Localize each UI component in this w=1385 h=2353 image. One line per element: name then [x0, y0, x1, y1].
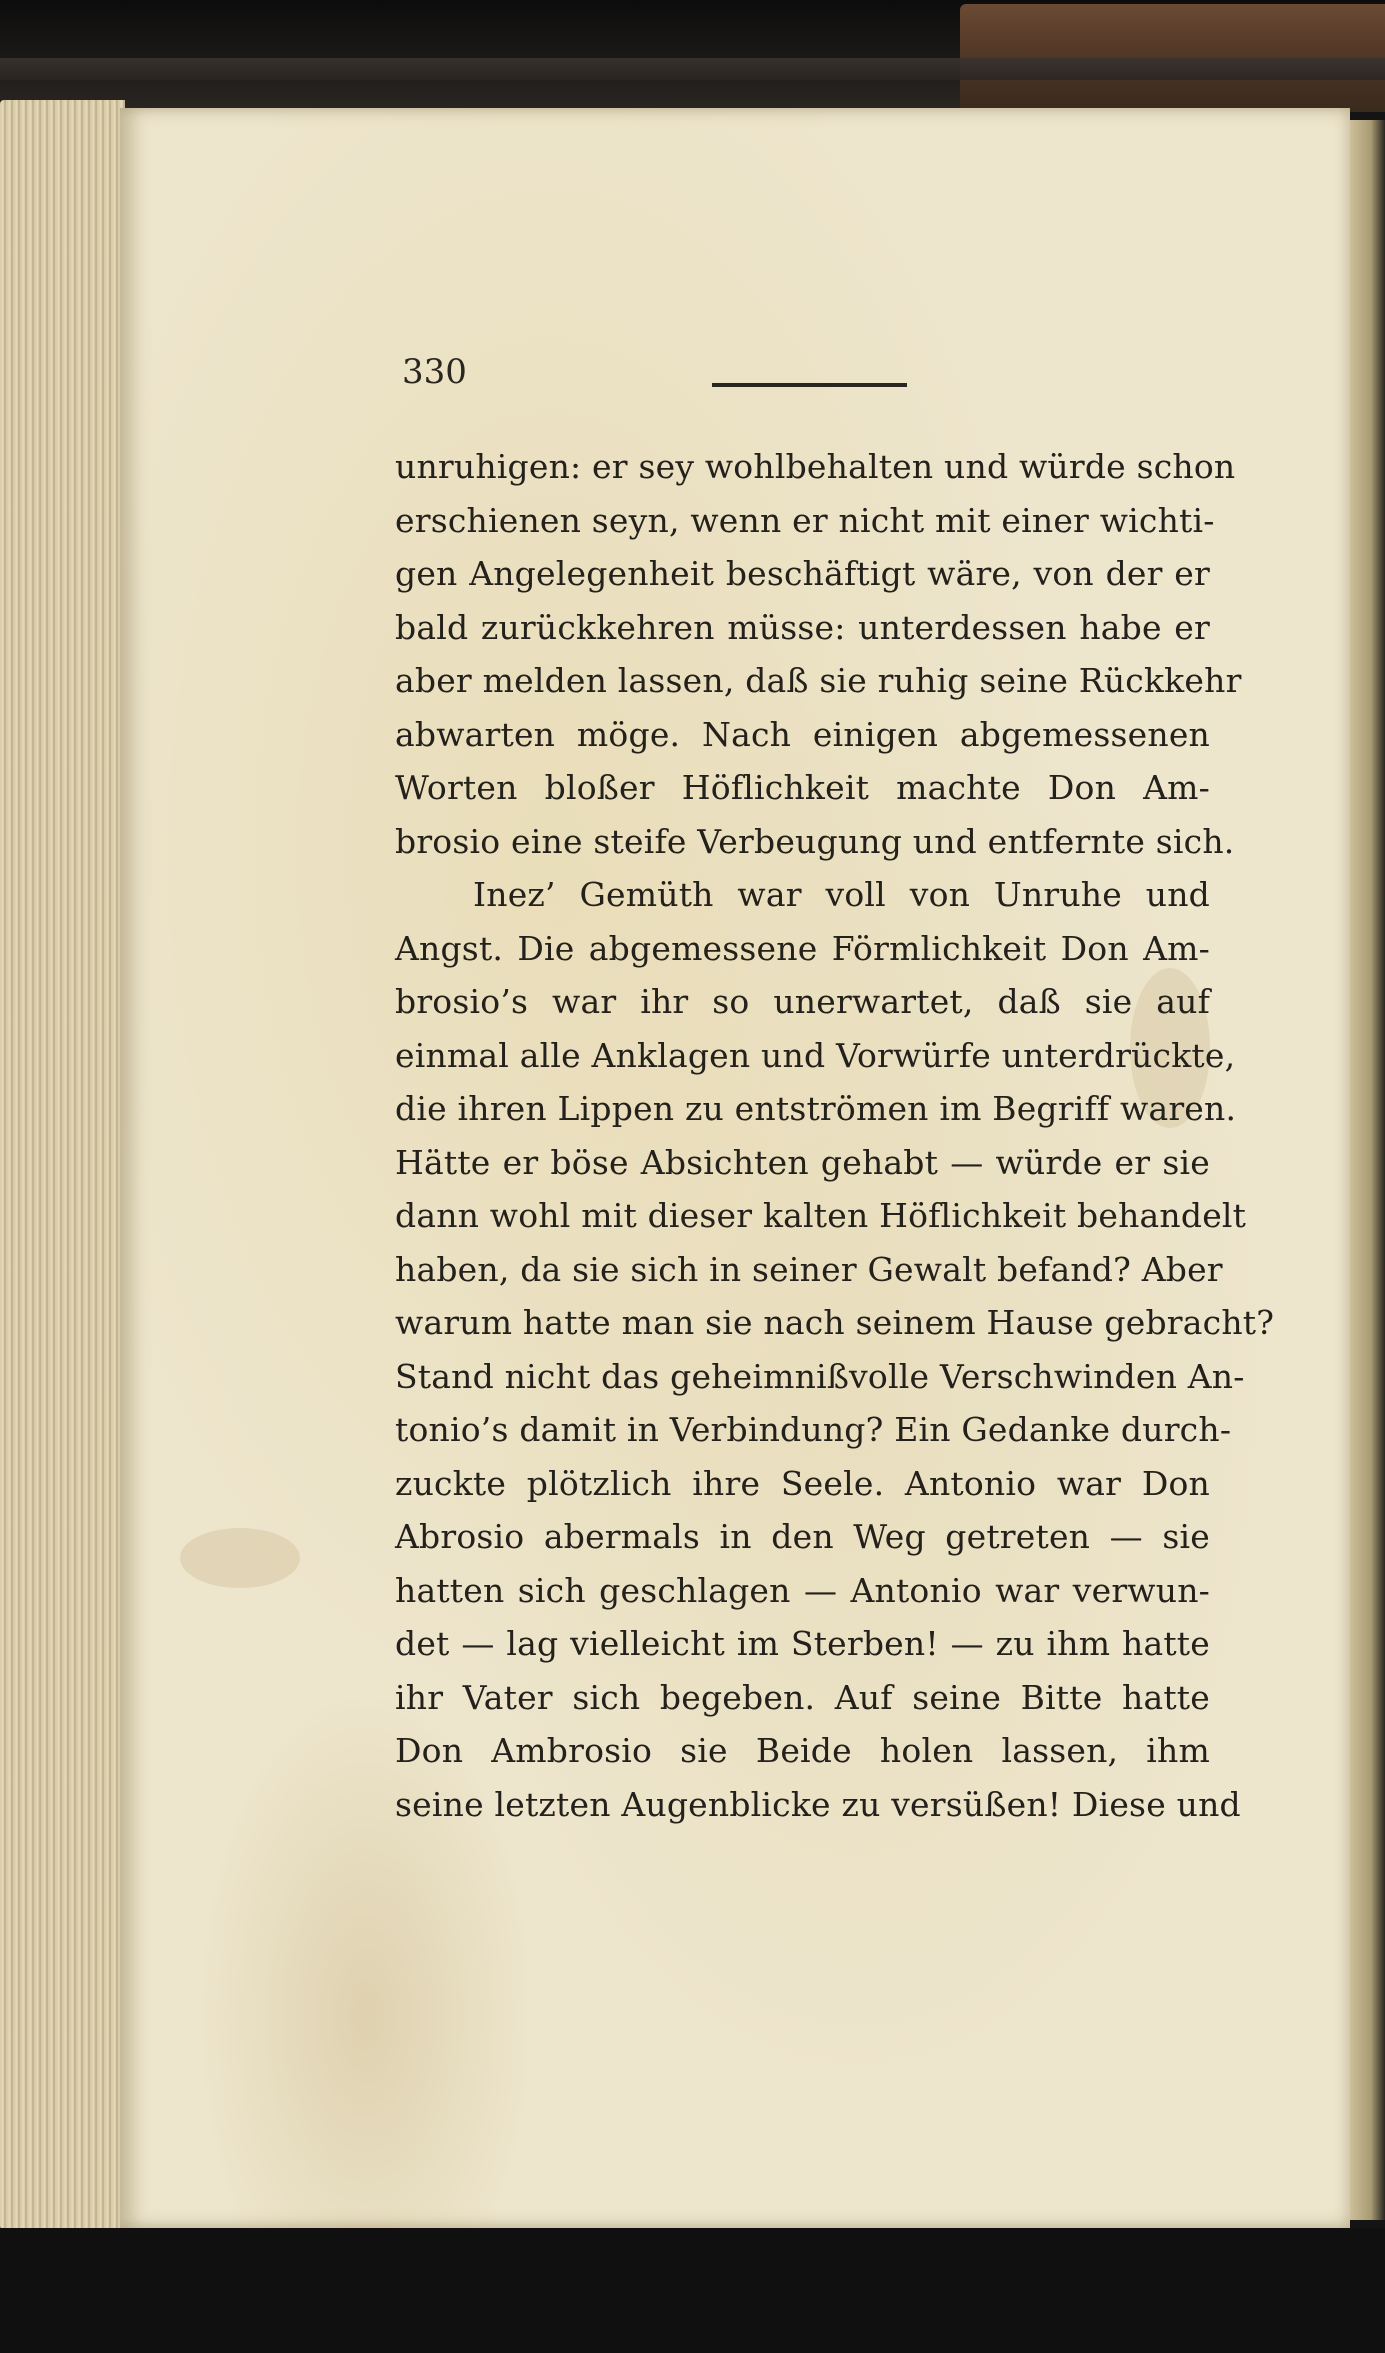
text-line: Hätte er böse Absichten gehabt — würde er sie [395, 1142, 1210, 1182]
text-line: aber melden lassen, daß sie ruhig seine Rückkehr [395, 661, 1242, 700]
text-line: tonio’s damit in Verbindung? Ein Gedanke durch- [395, 1410, 1232, 1449]
text-line: einmal alle Anklagen und Vorwürfe unterdrückte, [395, 1035, 1236, 1075]
binding-strap [0, 58, 1385, 80]
text-line: Angst. Die abgemessene Förmlichkeit Don Am- [395, 928, 1210, 968]
text-line: Inez’ Gemüth war voll von Unruhe und [473, 875, 1210, 914]
text-line: brosio’s war ihr so unerwartet, daß sie auf [395, 982, 1210, 1021]
text-line: erschienen seyn, wenn er nicht mit einer wichti- [395, 500, 1215, 540]
page-edges [0, 100, 125, 2230]
text-line: Abrosio abermals in den Weg getreten — sie [395, 1517, 1210, 1556]
text-line: det — lag vielleicht im Sterben! — zu ihm hatte [395, 1624, 1210, 1663]
text-line: brosio eine steife Verbeugung und entfernte sich. [395, 821, 1235, 861]
page-number: 330 [402, 352, 467, 392]
text-line: warum hatte man sie nach seinem Hause gebracht? [395, 1303, 1275, 1342]
page-stain [180, 1528, 300, 1588]
header-rule [712, 383, 907, 387]
text-line: gen Angelegenheit beschäftigt wäre, von der er [395, 554, 1210, 593]
text-line: Stand nicht das geheimnißvolle Verschwinden An- [395, 1356, 1245, 1396]
text-line: bald zurückkehren müsse: unterdessen habe er [395, 607, 1210, 647]
text-line: Worten bloßer Höflichkeit machte Don Am- [395, 768, 1210, 807]
text-line: haben, da sie sich in seiner Gewalt befand? Aber [395, 1249, 1223, 1289]
background-bottom [0, 2228, 1385, 2353]
text-line: unruhigen: er sey wohlbehalten und würde schon [395, 447, 1236, 486]
right-page-edge [1350, 120, 1385, 2220]
text-line: seine letzten Augenblicke zu versüßen! Diese und [395, 1784, 1241, 1824]
text-line: Don Ambrosio sie Beide holen lassen, ihm [395, 1731, 1210, 1770]
text-line: ihr Vater sich begeben. Auf seine Bitte hatte [395, 1677, 1210, 1717]
text-line: die ihren Lippen zu entströmen im Begriff waren. [395, 1089, 1237, 1128]
text-line: hatten sich geschlagen — Antonio war verwun- [395, 1570, 1210, 1610]
body-text [395, 440, 1275, 1831]
text-line: dann wohl mit dieser kalten Höflichkeit behandelt [395, 1196, 1247, 1235]
text-line: zuckte plötzlich ihre Seele. Antonio war Don [395, 1463, 1210, 1503]
text-line: abwarten möge. Nach einigen abgemessenen [395, 714, 1210, 754]
